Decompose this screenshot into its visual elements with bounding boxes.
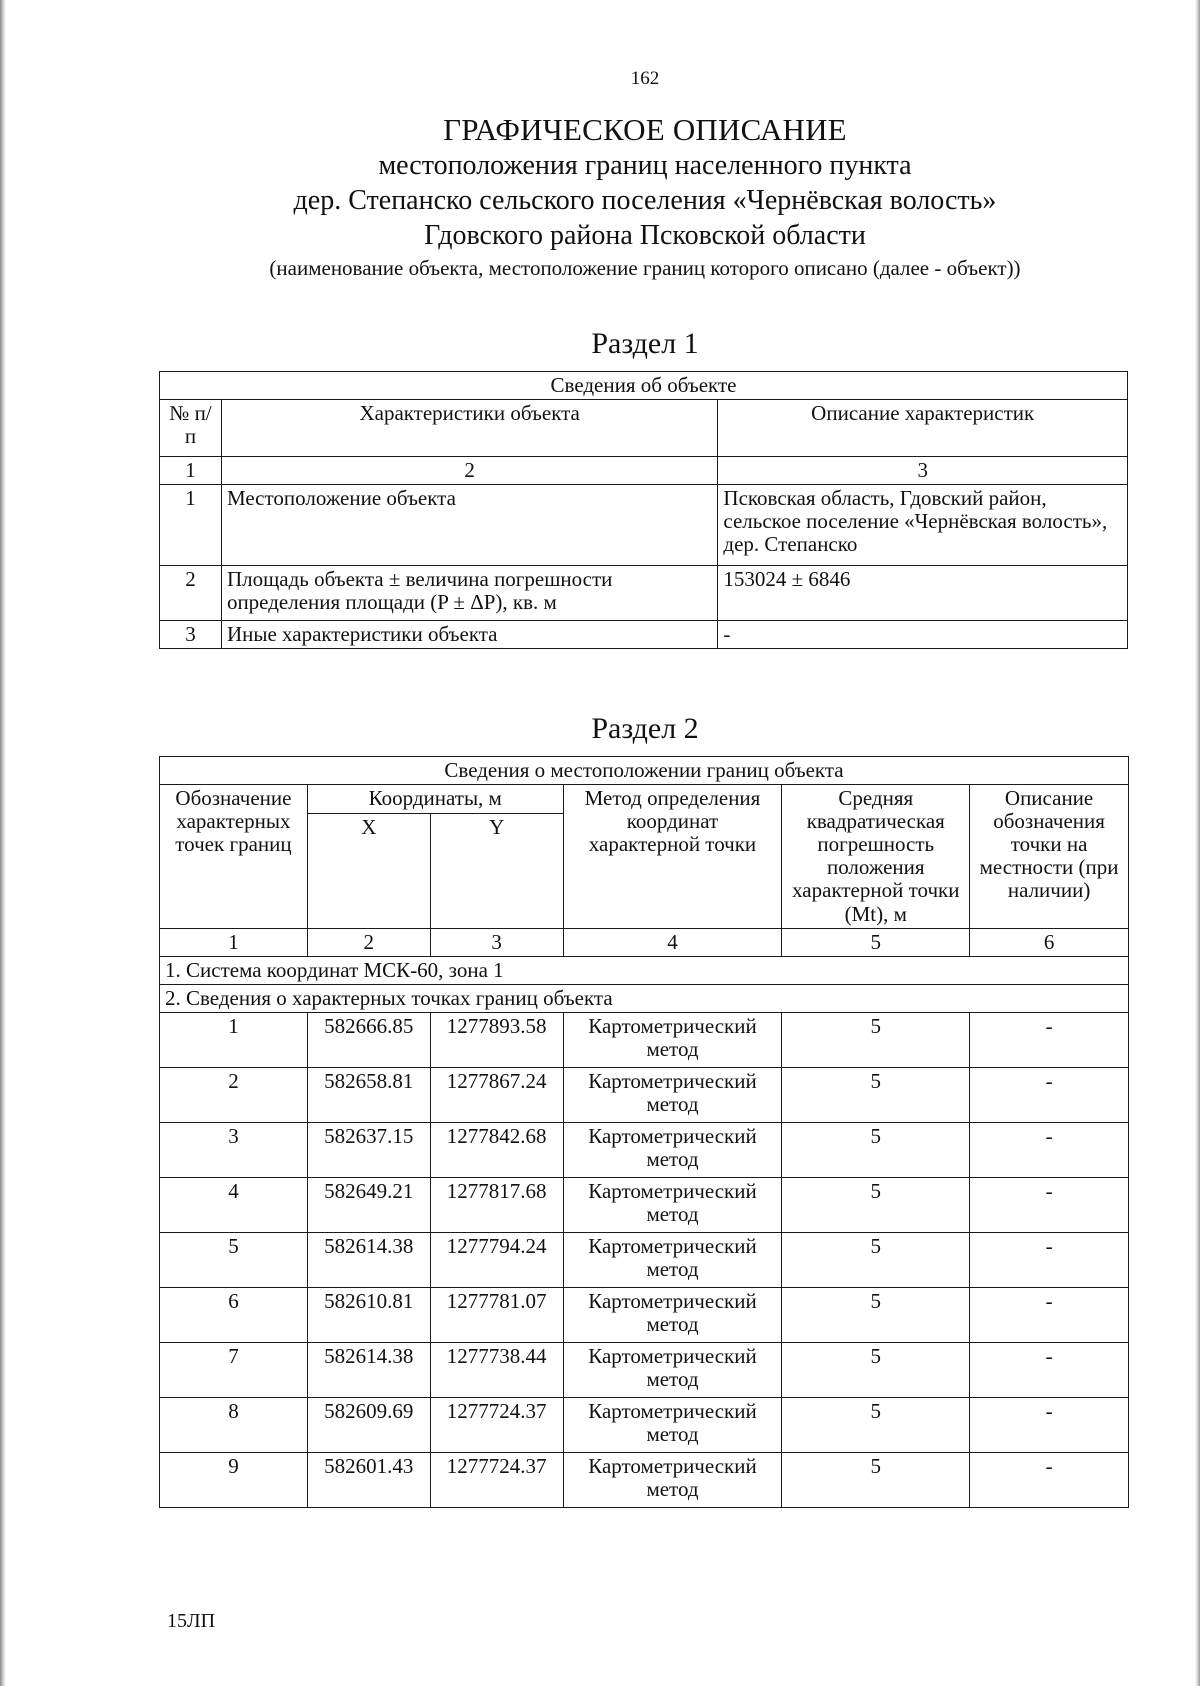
x-coordinate: 582666.85 (307, 1012, 430, 1067)
y-coordinate: 1277817.68 (430, 1177, 563, 1232)
header-point-designation: Обозначение характерных точек границ (160, 785, 308, 929)
method-cell: Картометрический метод (563, 1012, 782, 1067)
table-row (160, 1232, 1129, 1287)
y-coordinate: 1277781.07 (430, 1287, 563, 1342)
document-title: ГРАФИЧЕСКОЕ ОПИСАНИЕ (443, 112, 847, 147)
y-coordinate: 1277738.44 (430, 1342, 563, 1397)
point-number: 5 (160, 1232, 308, 1287)
object-info-caption: Сведения об объекте (160, 372, 1128, 400)
x-coordinate: 582649.21 (307, 1177, 430, 1232)
table-row (160, 1012, 1129, 1067)
y-coordinate: 1277724.37 (430, 1397, 563, 1452)
page-number: 162 (630, 68, 660, 89)
object-info-caption-row (160, 372, 1128, 400)
description-cell: - (718, 621, 1128, 649)
row-number: 2 (160, 566, 222, 621)
x-coordinate: 582614.38 (307, 1342, 430, 1397)
point-description-cell: - (970, 1452, 1129, 1507)
table-row (160, 1397, 1129, 1452)
header-error: Средняя квадратическая погрешность положения характерной точки (Mt), м (782, 785, 970, 929)
y-coordinate: 1277794.24 (430, 1232, 563, 1287)
table-row (160, 1342, 1129, 1397)
point-number: 7 (160, 1342, 308, 1397)
error-cell: 5 (782, 1397, 970, 1452)
error-cell: 5 (782, 1012, 970, 1067)
header-coordinates: Координаты, м (307, 785, 563, 814)
y-coordinate: 1277867.24 (430, 1067, 563, 1122)
method-cell: Картометрический метод (563, 1342, 782, 1397)
point-number: 1 (160, 1012, 308, 1067)
footer-code: 15ЛП (167, 1610, 216, 1632)
table-row (160, 1122, 1129, 1177)
header-row-number: № п/п (160, 400, 222, 457)
characteristic-cell: Местоположение объекта (221, 485, 717, 566)
coordinate-system-label: 1. Система координат МСК-60, зона 1 (160, 956, 1129, 984)
boundary-caption-row (160, 757, 1129, 785)
column-number: 2 (221, 457, 717, 485)
object-info-table (159, 371, 1128, 649)
document-subtitle-line-3: Гдовского района Псковской области (424, 220, 866, 251)
boundary-points-label-row (160, 984, 1129, 1012)
column-number: 1 (160, 457, 222, 485)
table-row (160, 1452, 1129, 1507)
method-cell: Картометрический метод (563, 1232, 782, 1287)
characteristic-cell: Иные характеристики объекта (221, 621, 717, 649)
point-description-cell: - (970, 1342, 1129, 1397)
table-row (160, 1177, 1129, 1232)
column-number: 4 (563, 928, 782, 956)
description-cell: Псковская область, Гдовский район, сельское поселение «Чернёвская волость», дер. Степанско (718, 485, 1128, 566)
characteristic-cell: Площадь объекта ± величина погрешности определения площади (P ± ΔP), кв. м (221, 566, 717, 621)
point-description-cell: - (970, 1287, 1129, 1342)
point-number: 4 (160, 1177, 308, 1232)
y-coordinate: 1277842.68 (430, 1122, 563, 1177)
object-info-header-row (160, 400, 1128, 457)
boundary-column-numbers (160, 928, 1129, 956)
error-cell: 5 (782, 1452, 970, 1507)
table-row (160, 485, 1128, 566)
x-coordinate: 582610.81 (307, 1287, 430, 1342)
method-cell: Картометрический метод (563, 1397, 782, 1452)
error-cell: 5 (782, 1067, 970, 1122)
scan-edge-left (0, 0, 6, 1686)
error-cell: 5 (782, 1122, 970, 1177)
document-subtitle-note: (наименование объекта, местоположение границ которого описано (далее - объект)) (269, 256, 1021, 280)
method-cell: Картометрический метод (563, 1122, 782, 1177)
error-cell: 5 (782, 1232, 970, 1287)
point-description-cell: - (970, 1232, 1129, 1287)
point-description-cell: - (970, 1397, 1129, 1452)
point-description-cell: - (970, 1177, 1129, 1232)
header-y: Y (430, 813, 563, 928)
header-point-description: Описание обозначения точки на местности (при наличии) (970, 785, 1129, 929)
point-description-cell: - (970, 1067, 1129, 1122)
error-cell: 5 (782, 1342, 970, 1397)
column-number: 2 (307, 928, 430, 956)
section-1-title: Раздел 1 (591, 327, 699, 360)
column-number: 6 (970, 928, 1129, 956)
description-cell: 153024 ± 6846 (718, 566, 1128, 621)
boundary-points-label: 2. Сведения о характерных точках границ объекта (160, 984, 1129, 1012)
column-number: 3 (430, 928, 563, 956)
y-coordinate: 1277893.58 (430, 1012, 563, 1067)
header-method: Метод определения координат характерной точки (563, 785, 782, 929)
point-description-cell: - (970, 1122, 1129, 1177)
scan-edge-right (1195, 0, 1200, 1686)
header-x: X (307, 813, 430, 928)
table-row (160, 621, 1128, 649)
method-cell: Картометрический метод (563, 1287, 782, 1342)
object-info-column-numbers (160, 457, 1128, 485)
column-number: 5 (782, 928, 970, 956)
row-number: 1 (160, 485, 222, 566)
x-coordinate: 582637.15 (307, 1122, 430, 1177)
point-description-cell: - (970, 1012, 1129, 1067)
method-cell: Картометрический метод (563, 1452, 782, 1507)
table-row (160, 566, 1128, 621)
column-number: 3 (718, 457, 1128, 485)
point-number: 6 (160, 1287, 308, 1342)
row-number: 3 (160, 621, 222, 649)
point-number: 2 (160, 1067, 308, 1122)
method-cell: Картометрический метод (563, 1067, 782, 1122)
method-cell: Картометрический метод (563, 1177, 782, 1232)
document-subtitle-line-2: дер. Степанско сельского поселения «Чернёвская волость» (293, 185, 997, 216)
table-row (160, 1287, 1129, 1342)
point-number: 3 (160, 1122, 308, 1177)
boundary-header-row (160, 785, 1129, 814)
boundary-table-caption: Сведения о местоположении границ объекта (160, 757, 1129, 785)
coordinate-system-row (160, 956, 1129, 984)
x-coordinate: 582658.81 (307, 1067, 430, 1122)
document-subtitle-line-1: местоположения границ населенного пункта (378, 150, 912, 181)
error-cell: 5 (782, 1177, 970, 1232)
point-number: 8 (160, 1397, 308, 1452)
header-description: Описание характеристик (718, 400, 1128, 457)
y-coordinate: 1277724.37 (430, 1452, 563, 1507)
point-number: 9 (160, 1452, 308, 1507)
x-coordinate: 582601.43 (307, 1452, 430, 1507)
x-coordinate: 582609.69 (307, 1397, 430, 1452)
header-characteristic: Характеристики объекта (221, 400, 717, 457)
boundary-points-table (159, 756, 1129, 1508)
column-number: 1 (160, 928, 308, 956)
x-coordinate: 582614.38 (307, 1232, 430, 1287)
section-2-title: Раздел 2 (591, 712, 699, 745)
table-row (160, 1067, 1129, 1122)
error-cell: 5 (782, 1287, 970, 1342)
